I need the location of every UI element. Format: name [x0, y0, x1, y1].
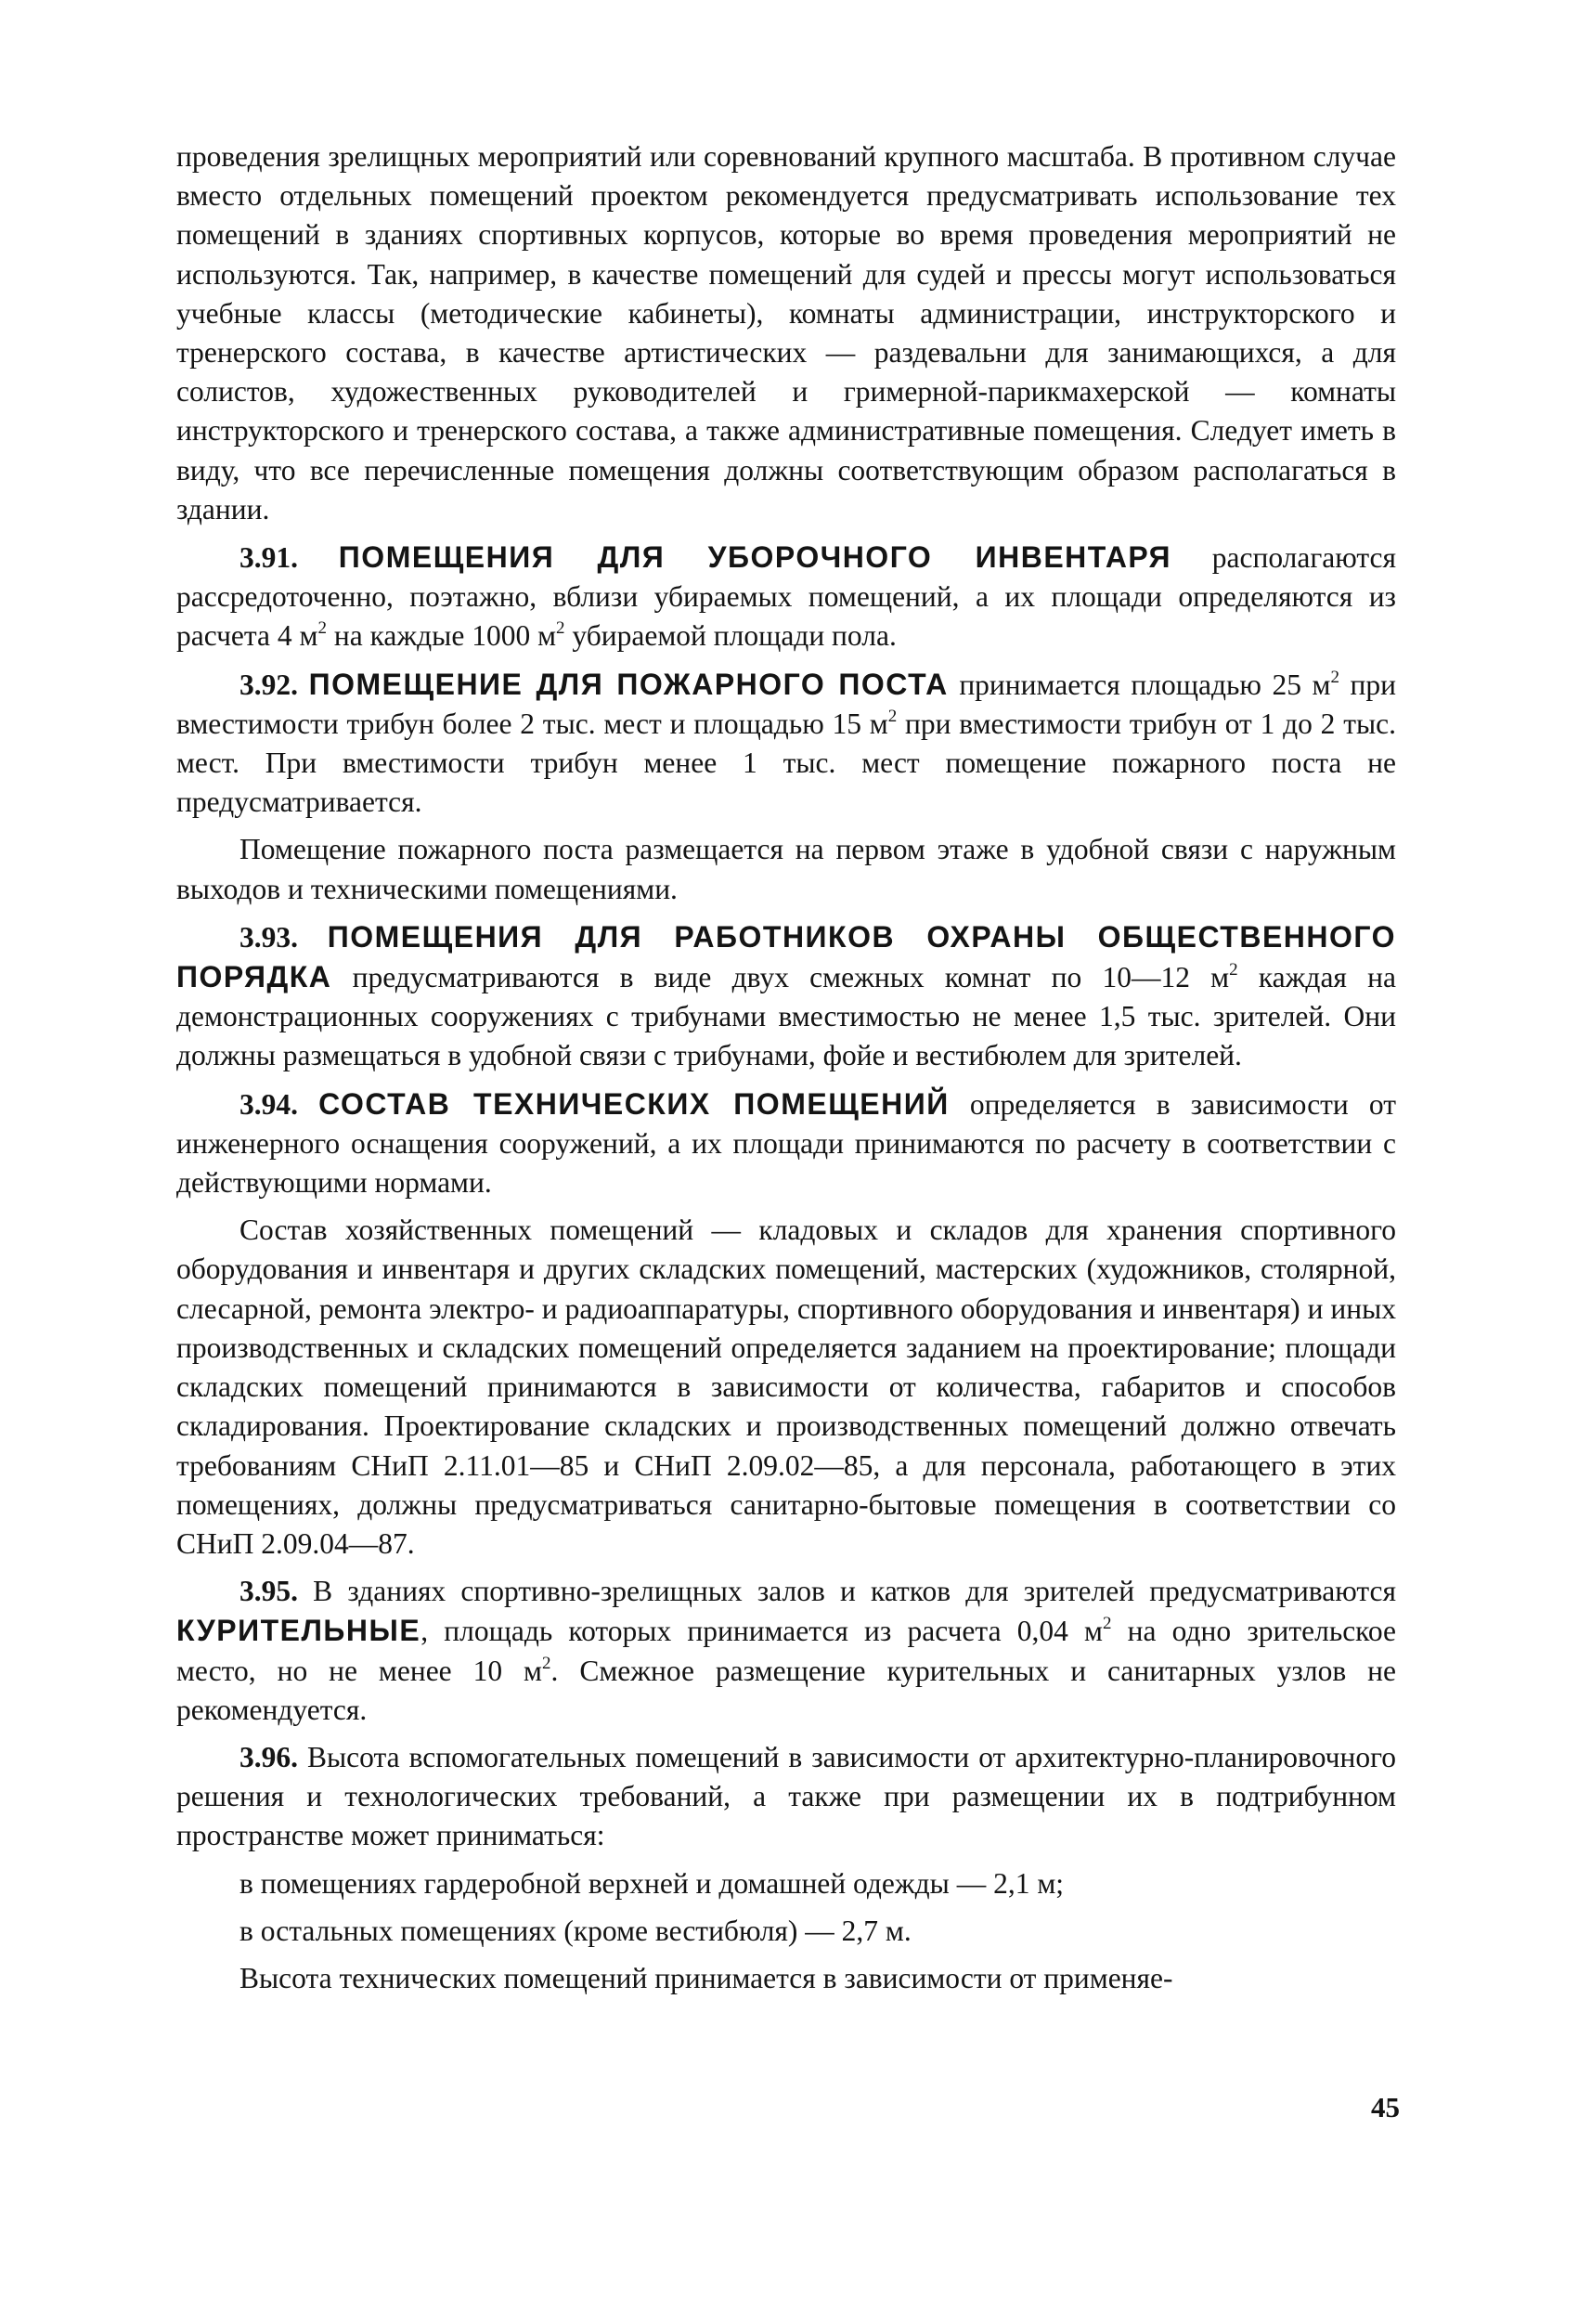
section-title: ПОМЕЩЕНИЯ ДЛЯ РАБОТНИКОВ ОХРАНЫ ОБЩЕСТВЕННОГО ПОРЯДКА	[176, 919, 1397, 994]
section-text: принимается площадью 25 м	[948, 668, 1331, 701]
superscript: 2	[1229, 960, 1238, 980]
section-3-92	[176, 665, 1396, 823]
superscript: 2	[887, 706, 898, 726]
section-text: убираемой площади пола.	[564, 619, 897, 653]
section-number: 3.93.	[239, 920, 298, 954]
section-text: определяется в зависимости от инженерного оснащения сооружений, а их площади принимаются по расчету в соответствии с действующими нормами.	[176, 1087, 1397, 1200]
section-text: каждая на демонстрационных сооружениях с трибунами вместимостью не менее 1,5 тыс. зрителей. Они должны размещаться в удобной связи с трибунами, фойе и вестибюлем для зрителей.	[176, 961, 1396, 1072]
superscript: 2	[317, 618, 327, 639]
section-number: 3.92.	[239, 668, 298, 701]
paragraph-fire-post: Помещение пожарного поста размещается на первом этаже в удобной связи с наружным выходов и техническими помещениями.	[176, 833, 1396, 905]
section-text: на одно зрительское место, но не менее 10 м	[176, 1615, 1397, 1687]
section-text: при вместимости трибун от 1 до 2 тыс. мест. При вместимости трибун менее 1 тыс. мест помещение пожарного поста не предусматривается.	[176, 707, 1396, 819]
section-number: 3.91.	[239, 541, 298, 575]
section-3-94	[176, 1084, 1396, 1203]
section-title: СОСТАВ ТЕХНИЧЕСКИХ ПОМЕЩЕНИЙ	[318, 1086, 950, 1121]
paragraph-household-rooms: Состав хозяйственных помещений — кладовых и складов для хранения спортивного оборудования и инвентаря и других складских помещений, мастерских (художников, столярной, слесарной, ремонта электро- и радиоаппаратуры, спортивного оборудования и инвентаря) и иных производственных и складских помещений определяется заданием на проектирование; площади складских помещений принимаются в зависимости от количества, габаритов и способов складирования. Проектирование складских и производственных помещений должно отвечать требованиям СНиП 2.11.01—85 и СНиП 2.09.02—85, а для персонала, работающего в этих помещениях, должны предусматриваться санитарно-бытовые помещения в соответствии со СНиП 2.09.04—87.	[176, 1214, 1396, 1560]
section-3-95	[176, 1572, 1396, 1730]
section-text: предусматриваются в виде двух смежных комнат по 10—12 м	[331, 961, 1230, 994]
section-text: В зданиях спортивно-зрелищных залов и катков для зрителей предусматриваются	[298, 1575, 1396, 1608]
paragraph-intro: проведения зрелищных мероприятий или соревнований крупного масштаба. В противном случае вместо отдельных помещений проектом рекомендуется предусматривать использование тех помещений в зданиях спортивных корпусов, которые во время проведения мероприятий не используются. Так, например, в качестве помещений для судей и прессы могут использоваться учебные классы (методические кабинеты), комнаты администрации, инструкторского и тренерского состава, в качестве артистических — раздевальни для занимающихся, а для солистов, художественных руководителей и гримерной-парикмахерской — комнаты инструкторского и тренерского состава, а также административные помещения. Следует иметь в виду, что все перечисленные помещения должны соответствующим образом располагаться в здании.	[176, 140, 1396, 526]
section-text: , площадь которых принимается из расчета 0,04 м	[420, 1615, 1103, 1648]
section-number: 3.96.	[239, 1740, 298, 1773]
page-body	[176, 137, 1396, 2006]
list-item-wardrobe-height: в помещениях гардеробной верхней и домашней одежды — 2,1 м;	[239, 1866, 1065, 1900]
superscript: 2	[1330, 667, 1339, 687]
section-title: ПОМЕЩЕНИЯ ДЛЯ УБОРОЧНОГО ИНВЕНТАРЯ	[338, 540, 1171, 575]
superscript: 2	[542, 1653, 551, 1673]
section-3-91	[176, 538, 1396, 656]
section-text: при вместимости трибун более 2 тыс. мест и площадью 15 м	[176, 668, 1397, 740]
section-text: располагаются рассредоточенно, поэтажно, вблизи убираемых помещений, а их площади определяются из расчета 4 м	[176, 541, 1397, 653]
section-text: Высота вспомогательных помещений в зависимости от архитектурно-планировочного решения и технологических требований, а также при размещении их в подтрибунном пространстве может приниматься:	[176, 1740, 1396, 1852]
page-number: 45	[1371, 2091, 1400, 2123]
section-title: КУРИТЕЛЬНЫЕ	[176, 1614, 421, 1648]
section-3-96	[176, 1738, 1396, 1856]
section-number: 3.94.	[239, 1087, 298, 1121]
section-title: ПОМЕЩЕНИЕ ДЛЯ ПОЖАРНОГО ПОСТА	[308, 667, 949, 701]
section-text: . Смежное размещение курительных и санитарных узлов не рекомендуется.	[176, 1654, 1396, 1726]
list-item-other-height: в остальных помещениях (кроме вестибюля) — 2,7 м.	[239, 1914, 912, 1947]
superscript: 2	[556, 618, 565, 639]
section-text: на каждые 1000 м	[326, 619, 557, 653]
paragraph-technical-height: Высота технических помещений принимается в зависимости от применяе-	[239, 1961, 1173, 1994]
section-3-93	[176, 917, 1396, 1076]
superscript: 2	[1102, 1614, 1112, 1634]
section-number: 3.95.	[239, 1575, 298, 1608]
